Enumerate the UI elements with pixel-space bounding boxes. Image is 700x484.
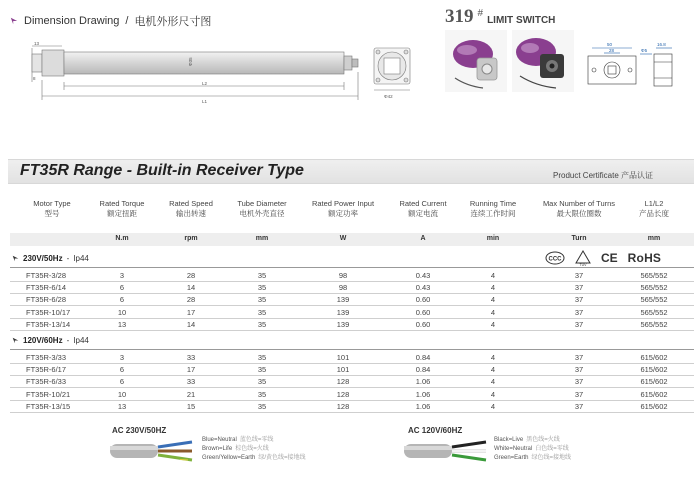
cell-torque: 6 [119, 283, 125, 293]
cell-speed: 17 [186, 365, 196, 375]
section-230v-divider [10, 267, 694, 268]
cell-turns: 37 [574, 401, 584, 411]
cell-torque: 13 [117, 401, 127, 411]
tuv-mark-icon [575, 250, 591, 266]
arrow-icon [12, 337, 19, 344]
cell-current: 0.60 [415, 319, 431, 329]
col-running-time: Running Time 连续工作时间 [469, 199, 517, 218]
cell-torque: 6 [119, 295, 125, 305]
table-row [10, 294, 694, 306]
cell-model: FT35R-3/28 [26, 271, 67, 280]
limit-switch-photo-1 [445, 30, 507, 92]
limit-switch-photo-2 [512, 30, 574, 92]
cell-turns: 37 [574, 377, 584, 387]
table-row [10, 389, 694, 401]
cell-turns: 37 [574, 307, 584, 317]
unit-current: A [420, 235, 426, 242]
cell-current: 1.06 [415, 377, 431, 387]
limit-switch-label: LIMIT SWITCH [487, 15, 556, 26]
section-230v-ip: Ip44 [73, 254, 89, 263]
cell-time: 4 [490, 377, 496, 387]
unit-power: W [339, 235, 347, 242]
cell-torque: 10 [117, 307, 127, 317]
col-length: L1/L2 产品长度 [639, 199, 669, 218]
cell-speed: 15 [186, 401, 196, 411]
cell-torque: 13 [117, 319, 127, 329]
section-120v-voltage: 120V/60Hz [23, 336, 63, 345]
dim-8: 8 [33, 76, 36, 81]
cell-speed: 14 [186, 319, 196, 329]
cell-model: FT35R-6/14 [26, 283, 67, 293]
cell-time: 4 [490, 353, 496, 362]
cell-model: FT35R-3/33 [26, 353, 67, 362]
dim-phi35: Φ35 [188, 57, 193, 66]
cell-tube: 35 [257, 295, 267, 305]
limit-switch-sup: # [477, 8, 484, 19]
cell-tube: 35 [257, 283, 267, 293]
col-rated-current: Rated Current 额定电流 [399, 199, 447, 218]
product-certificate-label: Product Certificate 产品认证 [553, 171, 654, 180]
unit-speed: rpm [184, 235, 198, 242]
arrow-icon [10, 17, 18, 25]
limit-switch-drawing [582, 40, 692, 92]
cell-torque: 3 [119, 353, 125, 362]
cell-tube: 35 [257, 307, 267, 317]
cell-length: 565/552 [640, 271, 668, 280]
ccc-mark-icon [545, 251, 565, 265]
cell-time: 4 [490, 283, 496, 293]
cell-model: FT35R-6/33 [26, 377, 67, 387]
table-row [10, 282, 694, 294]
cell-time: 4 [490, 271, 496, 280]
cell-model: FT35R-6/17 [26, 365, 67, 375]
ccc-mark-text: CCC [548, 256, 562, 263]
cell-length: 565/552 [640, 283, 668, 293]
cell-tube: 35 [257, 365, 267, 375]
unit-tube: mm [255, 235, 269, 242]
cable-230v-legend: Blue=Neutral 蓝色线=零线 Brown=Life 棕色线=火线 Green/Yellow=Earth 绿/黄色线=接地线 [202, 437, 306, 461]
cell-current: 0.84 [415, 353, 431, 362]
cell-length: 615/602 [640, 389, 668, 399]
tuv-mark-text: TUV [579, 263, 587, 266]
cell-torque: 6 [119, 365, 125, 375]
cell-current: 1.06 [415, 389, 431, 399]
switch-dim-16-8: 16.8 [657, 42, 666, 47]
dim-phi42: Φ42 [384, 94, 393, 99]
cell-tube: 35 [257, 389, 267, 399]
cell-tube: 35 [257, 353, 267, 362]
cable-120v-illustration [404, 436, 492, 466]
motor-dimension-drawing [22, 40, 432, 110]
cell-power: 139 [336, 319, 350, 329]
section-120v-divider [10, 349, 694, 350]
unit-time: min [486, 235, 500, 242]
cell-power: 128 [336, 377, 350, 387]
certification-marks [545, 250, 661, 266]
cell-speed: 33 [186, 353, 196, 362]
dimension-title-cn: 电机外形尺寸图 [134, 16, 212, 28]
dim-l2: L2 [202, 81, 208, 86]
switch-dim-50: 50 [607, 42, 613, 47]
cell-length: 565/552 [640, 307, 668, 317]
cell-speed: 28 [186, 295, 196, 305]
dim-13: 13 [34, 41, 40, 46]
cell-time: 4 [490, 389, 496, 399]
cell-model: FT35R-10/21 [26, 389, 71, 399]
table-row [10, 352, 694, 364]
col-motor-type: Motor Type 型号 [33, 199, 71, 218]
cell-speed: 28 [186, 271, 196, 280]
arrow-icon [12, 255, 19, 262]
cell-current: 0.60 [415, 295, 431, 305]
table-row [10, 319, 694, 331]
cell-speed: 33 [186, 377, 196, 387]
col-max-turns: Max Number of Turns 最大限位圈数 [542, 199, 616, 218]
cell-length: 565/552 [640, 319, 668, 329]
cell-current: 0.43 [415, 271, 431, 280]
switch-dim-28: 28 [609, 48, 615, 53]
cell-turns: 37 [574, 353, 584, 362]
switch-dim-phi5: Φ5 [641, 48, 648, 53]
dim-l1: L1 [202, 99, 208, 104]
table-row [10, 364, 694, 376]
limit-switch-number: 319 [445, 6, 474, 27]
cell-tube: 35 [257, 271, 267, 280]
cell-speed: 14 [186, 283, 196, 293]
unit-turns: Turn [571, 235, 587, 242]
section-230v: 230V/50Hz - Ip44 [12, 254, 89, 263]
cell-time: 4 [490, 401, 496, 411]
cell-tube: 35 [257, 377, 267, 387]
cell-tube: 35 [257, 319, 267, 329]
cell-model: FT35R-13/14 [26, 319, 71, 329]
limit-switch-heading [445, 6, 555, 28]
table-row [10, 270, 694, 282]
cable-120v-title: AC 120V/60HZ [408, 426, 463, 435]
cell-turns: 37 [574, 295, 584, 305]
cell-turns: 37 [574, 319, 584, 329]
cell-model: FT35R-13/15 [26, 401, 71, 411]
cell-time: 4 [490, 307, 496, 317]
cell-speed: 17 [186, 307, 196, 317]
cell-length: 615/602 [640, 377, 668, 387]
rohs-mark-icon: RoHS [627, 251, 662, 265]
section-120v-ip: Ip44 [73, 336, 89, 345]
cell-power: 98 [338, 283, 348, 293]
cell-speed: 21 [186, 389, 196, 399]
cell-power: 128 [336, 389, 350, 399]
cell-model: FT35R-6/28 [26, 295, 67, 305]
col-rated-speed: Rated Speed 输出转速 [169, 199, 213, 218]
cell-turns: 37 [574, 365, 584, 375]
cell-time: 4 [490, 295, 496, 305]
cell-model: FT35R-10/17 [26, 307, 71, 317]
cell-power: 139 [336, 295, 350, 305]
cell-power: 139 [336, 307, 350, 317]
cell-time: 4 [490, 365, 496, 375]
cable-230v-title: AC 230V/50HZ [112, 426, 167, 435]
ce-mark-icon: CE [601, 251, 618, 265]
cable-120v-legend: Black=Live 黑色线=火线 White=Neutral 白色线=零线 Green=Earth 绿色线=接地线 [494, 437, 572, 461]
cell-power: 98 [338, 271, 348, 280]
cell-time: 4 [490, 319, 496, 329]
cell-torque: 3 [119, 271, 125, 280]
section-230v-voltage: 230V/50Hz [23, 254, 63, 263]
cell-current: 0.43 [415, 283, 431, 293]
unit-torque: N.m [115, 235, 129, 242]
cell-torque: 10 [117, 389, 127, 399]
table-row [10, 307, 694, 319]
table-row [10, 376, 694, 388]
col-tube-diameter: Tube Diameter 电机外壳直径 [237, 199, 287, 218]
cell-length: 615/602 [640, 365, 668, 375]
cell-current: 0.84 [415, 365, 431, 375]
col-rated-power: Rated Power Input 额定功率 [311, 199, 375, 218]
cell-current: 1.06 [415, 401, 431, 411]
section-120v: 120V/60Hz - Ip44 [12, 336, 89, 345]
cell-turns: 37 [574, 389, 584, 399]
col-rated-torque: Rated Torque 额定扭距 [99, 199, 145, 218]
cell-turns: 37 [574, 271, 584, 280]
cell-power: 101 [336, 353, 350, 362]
unit-length: mm [647, 235, 661, 242]
range-title: FT35R Range - Built-in Receiver Type [20, 162, 304, 179]
cell-torque: 6 [119, 377, 125, 387]
cell-current: 0.60 [415, 307, 431, 317]
cable-230v-illustration [110, 436, 198, 466]
cell-length: 615/602 [640, 401, 668, 411]
dimension-drawing-title: Dimension Drawing / 电机外形尺寸图 [10, 13, 211, 29]
table-row [10, 401, 694, 413]
cell-turns: 37 [574, 283, 584, 293]
cell-length: 615/602 [640, 353, 668, 362]
dimension-title-en: Dimension Drawing [24, 15, 120, 27]
cell-tube: 35 [257, 401, 267, 411]
cell-power: 101 [336, 365, 350, 375]
cell-length: 565/552 [640, 295, 668, 305]
cell-power: 128 [336, 401, 350, 411]
